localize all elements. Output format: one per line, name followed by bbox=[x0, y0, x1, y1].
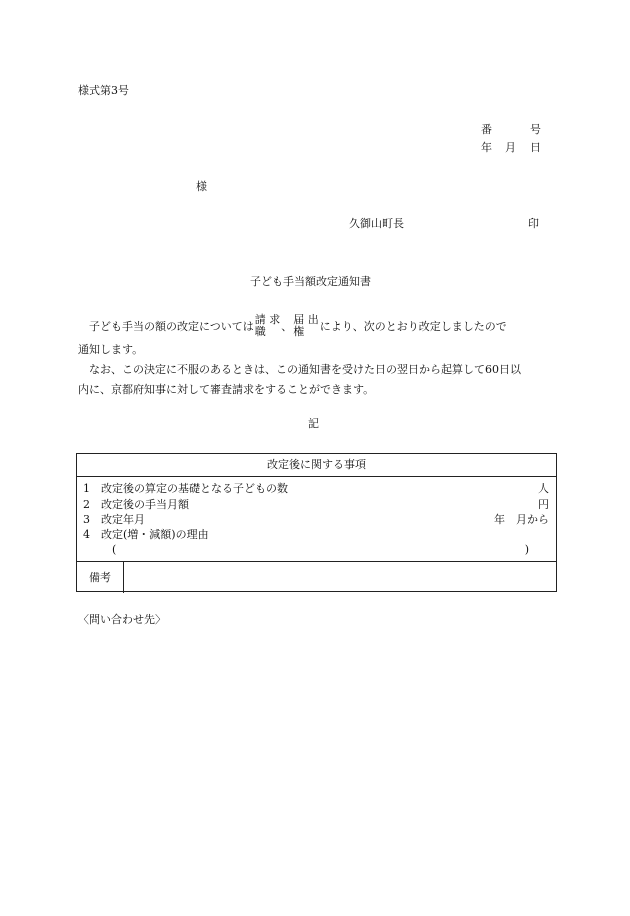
row-label: 改定年月 bbox=[101, 513, 145, 526]
row-number: 3 bbox=[83, 513, 90, 526]
paragraph-2-line-2: 内に、京都府知事に対して審査請求をすることができます。 bbox=[78, 383, 375, 396]
table-row bbox=[83, 527, 549, 542]
paragraph-1-suffix: により、次のとおり改定しましたので bbox=[319, 319, 507, 333]
row-unit: 円 bbox=[538, 498, 549, 511]
row-label: 改定後の手当月額 bbox=[101, 498, 189, 511]
table-row bbox=[83, 512, 549, 527]
row-number: 1 bbox=[83, 482, 90, 495]
choice-separator: 、 bbox=[281, 319, 293, 333]
paragraph-1-prefix: 子ども手当の額の改定については bbox=[89, 319, 254, 333]
document-title: 子ども手当額改定通知書 bbox=[250, 275, 371, 288]
row-unit: 年 月から bbox=[494, 513, 549, 526]
number-suffix: 号 bbox=[530, 123, 541, 136]
choice-notify: 届 出 bbox=[293, 313, 319, 326]
number-label: 番 bbox=[481, 123, 492, 136]
table-row bbox=[83, 497, 549, 512]
sender-title: 久御山町長 bbox=[349, 217, 404, 230]
ki-heading: 記 bbox=[308, 417, 319, 430]
date-month-label: 月 bbox=[505, 141, 516, 154]
paragraph-1 bbox=[78, 310, 558, 342]
remarks-label: 備考 bbox=[77, 562, 124, 593]
choice-right: 権 bbox=[293, 325, 305, 338]
form-number: 様式第3号 bbox=[78, 84, 129, 97]
paragraph-1-line-2: 通知します。 bbox=[78, 343, 144, 356]
choice-request-or-authority bbox=[255, 314, 281, 338]
row-number: 2 bbox=[83, 498, 90, 511]
table-row bbox=[83, 481, 549, 496]
date-day-label: 日 bbox=[530, 141, 541, 154]
remarks-row bbox=[77, 561, 556, 593]
table-header: 改定後に関する事項 bbox=[77, 454, 556, 477]
paragraph-2-line-1 bbox=[78, 360, 558, 379]
contact-heading: 〈問い合わせ先〉 bbox=[78, 613, 166, 626]
choice-request: 請 求 bbox=[254, 313, 281, 326]
date-year-label: 年 bbox=[481, 141, 492, 154]
reason-blank-row bbox=[83, 542, 549, 557]
choice-authority: 職 bbox=[254, 325, 266, 338]
close-parenthesis: ) bbox=[524, 543, 529, 556]
row-number: 4 bbox=[83, 528, 90, 541]
seal-mark: 印 bbox=[528, 217, 539, 230]
row-label: 改定(増・減額)の理由 bbox=[101, 528, 209, 541]
open-parenthesis: ( bbox=[112, 543, 117, 556]
choice-notify-or-authority bbox=[293, 314, 319, 338]
paragraph-2-text: なお、この決定に不服のあるときは、この通知書を受けた日の翌日から起算して60日以 bbox=[89, 363, 521, 376]
row-unit: 人 bbox=[538, 482, 549, 495]
revision-matters-table bbox=[76, 453, 557, 592]
addressee-honorific: 様 bbox=[196, 180, 207, 193]
row-label: 改定後の算定の基礎となる子どもの数 bbox=[101, 482, 288, 495]
